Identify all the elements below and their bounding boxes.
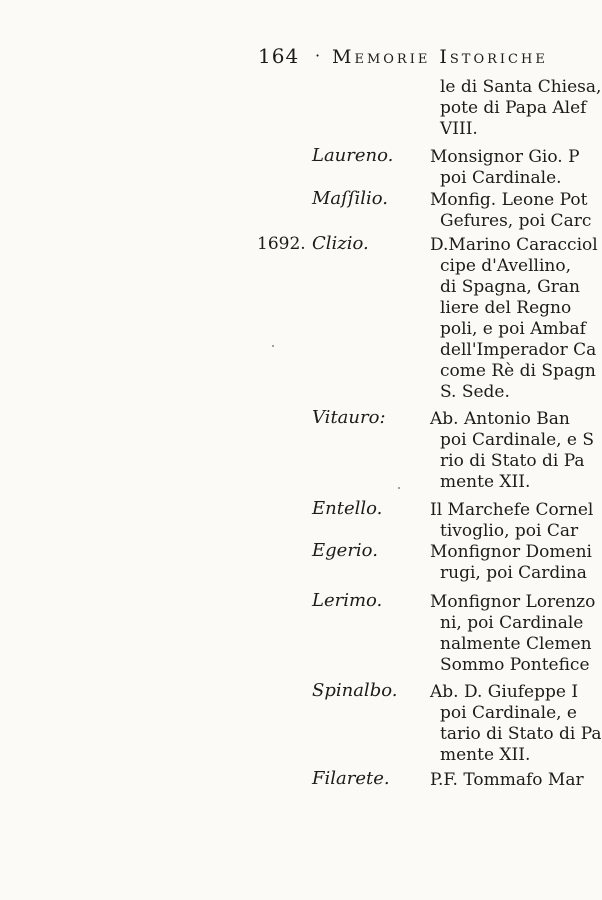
page-number: 164 [258, 44, 300, 68]
entry-name: Maſſilio. [312, 188, 388, 209]
description-line: Sommo Pontefice [440, 655, 590, 675]
entry-name: Filarete. [312, 768, 390, 789]
description-line: Monfignor Lorenzo [430, 592, 596, 612]
description-line: S. Sede. [440, 382, 510, 402]
description-line: di Spagna, Gran [440, 277, 580, 297]
description-line: le di Santa Chiesa, [440, 77, 602, 97]
entry-description [430, 682, 602, 766]
description-line: poi Cardinale. [440, 168, 562, 188]
description-line: tivoglio, poi Car [440, 521, 579, 541]
description-line: rio di Stato di Pa [440, 451, 585, 471]
page-header [258, 44, 602, 74]
entry-description [430, 235, 602, 403]
description-line: Il Marchefe Cornel [430, 500, 594, 520]
description-line: Monfignor Domeni [430, 542, 592, 562]
running-title: Memorie Istoriche [332, 46, 548, 68]
description-line: mente XII. [440, 745, 531, 765]
description-line: pote di Papa Alef [440, 98, 587, 118]
entry-year: 1692. [257, 234, 306, 254]
description-line: tario di Stato di Pa [440, 724, 602, 744]
paper-speck [272, 345, 274, 347]
entry-name: Vitauro: [312, 407, 386, 428]
entry-description [430, 190, 602, 232]
entry-name: Spinalbo. [312, 680, 398, 701]
entry-name: Lerimo. [312, 590, 383, 611]
description-line: Monfig. Leone Pot [430, 190, 588, 210]
description-line: poi Cardinale, e S [440, 430, 595, 450]
paper-speck [398, 487, 400, 489]
description-line: P.F. Tommafo Mar [430, 770, 584, 790]
description-line: Ab. D. Giufeppe I [430, 682, 579, 702]
description-line: Monsignor Gio. P [430, 147, 580, 167]
entry-name: Egerio. [312, 540, 378, 561]
description-line: come Rè di Spagn [440, 361, 596, 381]
description-line: Gefures, poi Carc [440, 211, 592, 231]
entry-description [430, 592, 602, 676]
entry-description [430, 409, 602, 493]
entry-name: Entello. [312, 498, 383, 519]
description-line: poi Cardinale, e [440, 703, 577, 723]
description-line: cipe d'Avellino, [440, 256, 572, 276]
entry-description [430, 500, 602, 542]
entry-name: Clizio. [312, 233, 369, 254]
description-line: mente XII. [440, 472, 531, 492]
entry-description [430, 542, 602, 584]
entry-description [430, 770, 602, 791]
entry-description [430, 77, 602, 140]
description-line: Ab. Antonio Ban [430, 409, 570, 429]
description-line: liere del Regno [440, 298, 572, 318]
description-line: dell'Imperador Ca [440, 340, 597, 360]
header-separator: · [315, 46, 321, 65]
description-line: poli, e poi Ambaf [440, 319, 586, 339]
description-line: D.Marino Caracciol [430, 235, 598, 255]
entry-description [430, 147, 602, 189]
description-line: VIII. [440, 119, 478, 139]
entry-name: Laureno. [312, 145, 394, 166]
description-line: nalmente Clemen [440, 634, 592, 654]
description-line: rugi, poi Cardina [440, 563, 587, 583]
description-line: ni, poi Cardinale [440, 613, 584, 633]
